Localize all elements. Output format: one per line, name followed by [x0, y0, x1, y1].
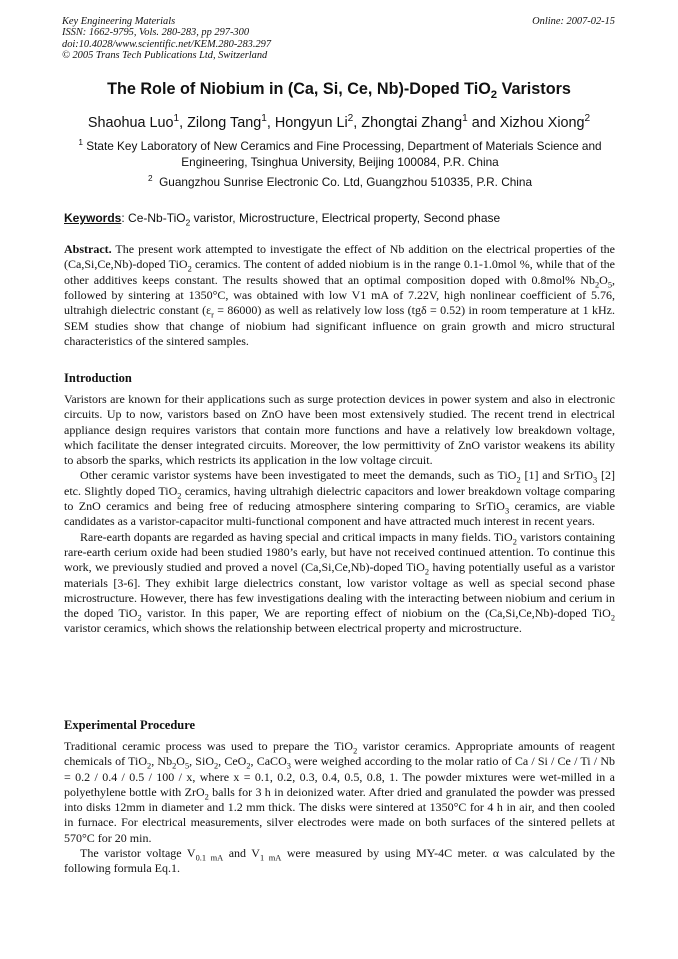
introduction-body [64, 392, 615, 637]
affiliation-mark: 1 [78, 138, 83, 148]
text-run: balls for 3 h in deionized water. After dried and granulated the powder was pressed into disks 12mm in diameter and 1.2 mm thick. The disks were sintered at 1350°C for 4 h in air, and then cooled in furnace. For electrical measurements, silver electrodes were made on both surfaces of the sintered pellets at 570°C for 20 min. [64, 784, 616, 845]
subscript: 2 [424, 567, 430, 577]
subscript: 2 [204, 792, 209, 802]
keywords-text-end: varistor, Microstructure, Electrical property, Second phase [190, 211, 501, 225]
paragraph: Varistors are known for their applications such as surge protection devices in power system and also in electronic circuits. Up to now, varistors based on ZnO have been most extensively studied. The recent trend in electrical appliance design requires varistors that contain more functions and have a relatively low breakdown voltage, which facilitate the denser integrated circuits. Moreover, the low permittivity of ZnO varistor weakens its ability to absorb the sparks, which restricts its application in the low voltage circuit. [64, 392, 615, 468]
text-run: varistor. In this paper, We are reporting effect of niobium on the (Ca,Si,Ce,Nb)-doped TiO [141, 606, 611, 621]
text-run: were weighed according to the molar ratio of Ca / Si / Ce / Ti / Nb = 0.2 / 0.4 / 0.5 / 100 / x, where x = 0.1, 0.2, 0.3, 0.4, 0.5, 0.8, 1. The powder mixtures were wet-milled in a polyethylene bottle with ZrO [64, 754, 615, 799]
affiliation-mark: 2 [147, 174, 153, 184]
section-heading-introduction: Introduction [64, 371, 132, 385]
text-run: [1] and SrTiO [520, 468, 593, 483]
abstract-text: O [599, 272, 608, 287]
text-run: , SiO [189, 754, 214, 769]
issn-line: ISSN: 1662-9795, Vols. 280-283, pp 297-300 [62, 27, 250, 39]
section-heading-experimental: Experimental Procedure [64, 718, 196, 732]
experimental-body [64, 739, 615, 877]
text-run: and V [223, 846, 260, 861]
text-run: , CeO [218, 754, 247, 769]
text-run: Rare-earth dopants are regarded as having special and critical impacts in many fields. TiO [80, 529, 513, 544]
text-run: Other ceramic varistor systems have been investigated to meet the demands, such as TiO [80, 468, 517, 483]
abstract [64, 242, 615, 349]
text-run: ceramics, having ultrahigh dielectric capacitors and lower breakdown voltage comparing to ZnO ceramics and being free of reducing atmosphere sintering comparing to SrTiO [64, 483, 616, 514]
abstract-text: = 86000) as well as relatively low loss (tgδ = 0.52) in room temperature at 1 kHz. SEM studies show that change of niobium had significant influence on grain growth and micro structural characteristics of the sintered samples. [64, 303, 615, 349]
keywords [64, 211, 501, 228]
keywords-subscript: 2 [185, 217, 191, 228]
subscript: 1 mA [259, 853, 282, 863]
text-run: were measured by using MY-4C meter. α was calculated by the following formula Eq.1. [64, 846, 615, 876]
text-run: varistors containing rare-earth cerium oxide had been studied 1980’s early, but have not received continued attention. To continue this work, we previously studied and proved a novel (Ca,Si,Ce,Nb)-doped TiO [64, 529, 616, 575]
keywords-text: Ce-Nb-TiO [124, 211, 186, 225]
paragraph [64, 530, 615, 637]
affiliation-2 [64, 175, 616, 191]
running-header [62, 16, 615, 62]
subscript: 3 [593, 475, 598, 485]
abstract-label: Abstract. [64, 242, 112, 256]
affiliation-1 [64, 139, 616, 170]
abstract-subscript: 5 [607, 280, 612, 290]
abstract-subscript: r [211, 310, 214, 320]
subscript: 2 [213, 761, 219, 771]
text-run: Traditional ceramic process was used to prepare the TiO [64, 739, 354, 753]
affiliation-text: State Key Laboratory of New Ceramics and Fine Processing, Department of Materials Science and Engineering, Tsinghua University, Beijing 100084, P.R. China [86, 139, 602, 169]
subscript: 2 [512, 537, 517, 547]
title-subscript: 2 [490, 89, 498, 102]
text-run: varistor ceramics, which shows the relationship between electrical property and microstructure. [64, 621, 522, 636]
text-run: ceramics, are viable candidates as a varistor-capacitor multi-functional component and have attracted much interest in recent years. [64, 499, 615, 529]
author-affiliation-mark: 1 [462, 113, 468, 125]
author-affiliation-mark: 1 [173, 113, 180, 125]
keywords-colon: : [121, 211, 125, 225]
text-run: O [176, 754, 185, 769]
subscript: 2 [353, 746, 358, 756]
abstract-text: , followed by sintering at 1350°C, was obtained with low V1 mA of 7.22V, high nonlinear coefficient of 5.76, ultrahigh dielectric constant (ε [64, 272, 615, 318]
text-run: varistor ceramics. Appropriate amounts of reagent chemicals of TiO [64, 739, 615, 769]
subscript: 2 [610, 613, 615, 623]
subscript: 3 [504, 506, 510, 516]
affiliation-text: Guangzhou Sunrise Electronic Co. Ltd, Guangzhou 510335, P.R. China [159, 175, 533, 189]
author-affiliation-mark: 1 [261, 113, 267, 125]
title-text-end: Varistors [497, 80, 571, 98]
abstract-text: ceramics. The content of added niobium is in the range 0.1-1.0mol %, while that of the other additives keeps constant. The results showed that an optimal composition doped with 0.8mol% Nb [64, 257, 616, 287]
author-separator: and [467, 115, 500, 131]
author-affiliation-mark: 2 [347, 113, 354, 125]
subscript: 2 [147, 761, 152, 771]
paper-title [40, 80, 638, 102]
subscript: 3 [286, 761, 291, 771]
text-run: The varistor voltage V [80, 846, 196, 861]
subscript: 2 [172, 761, 177, 771]
subscript: 2 [137, 613, 142, 623]
author-affiliation-mark: 2 [584, 113, 591, 125]
subscript: 2 [177, 491, 182, 501]
text-run: having potentially useful as a varistor materials [3-6]. They exhibit large dielectrics constant, low varistor voltage as well as special second phase microstructure. However, there has few investigations dealing with the interacting between niobium and cerium in the doped TiO [64, 560, 615, 621]
keywords-label: Keywords [64, 211, 122, 225]
paragraph [64, 846, 615, 877]
abstract-subscript: 2 [594, 280, 600, 290]
text-run: , Nb [151, 754, 173, 769]
author-separator: , [266, 115, 275, 131]
abstract-text: The present work attempted to investigate the effect of Nb addition on the electrical properties of the (Ca,Si,Ce,Nb)-doped TiO [64, 242, 615, 272]
title-text: The Role of Niobium in (Ca, Si, Ce, Nb)-Doped TiO [107, 80, 491, 98]
text-run: , CaCO [250, 754, 287, 769]
journal-name: Key Engineering Materials [62, 16, 176, 27]
subscript: 2 [516, 475, 521, 485]
author: Zhongtai Zhang [361, 115, 463, 131]
copyright-line: © 2005 Trans Tech Publications Ltd, Switzerland [62, 50, 268, 62]
text-run: [2] etc. Slightly doped TiO [64, 468, 615, 498]
author-list [40, 115, 638, 131]
subscript: 5 [184, 761, 190, 771]
author: Xizhou Xiong [499, 115, 585, 131]
paragraph [64, 468, 615, 529]
abstract-subscript: 2 [187, 264, 192, 274]
author-separator: , [179, 115, 188, 131]
author: Hongyun Li [274, 115, 348, 131]
author: Shaohua Luo [87, 115, 174, 131]
subscript: 2 [246, 761, 251, 771]
author: Zilong Tang [187, 115, 262, 131]
author-separator: , [353, 115, 362, 131]
subscript: 0.1 mA [195, 853, 224, 863]
paragraph [64, 739, 615, 846]
online-date: Online: 2007-02-15 [532, 16, 615, 27]
doi-line: doi:10.4028/www.scientific.net/KEM.280-283.297 [62, 38, 272, 50]
